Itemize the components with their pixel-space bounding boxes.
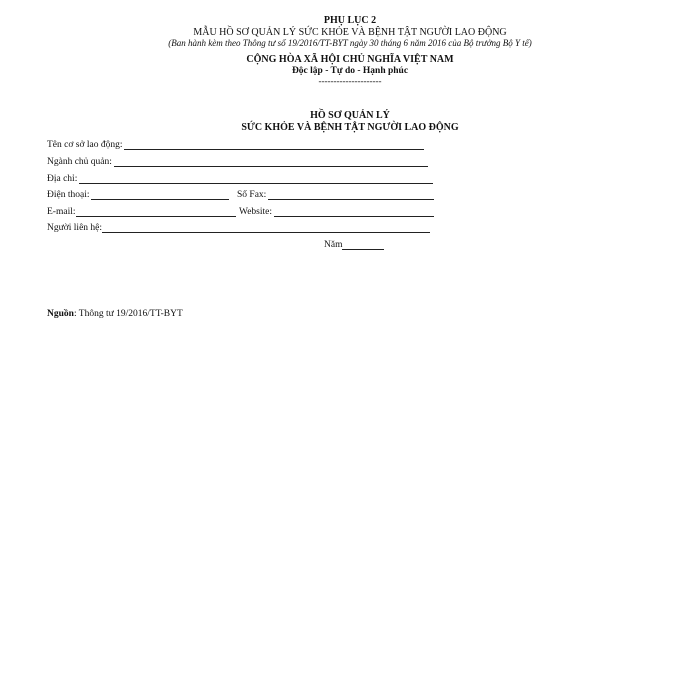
form-title: MẪU HỒ SƠ QUẢN LÝ SỨC KHỎE VÀ BỆNH TẬT NGƯỜI LAO ĐỘNG xyxy=(193,27,507,38)
source-text: : Thông tư 19/2016/TT-BYT xyxy=(73,309,183,319)
website-field xyxy=(239,205,434,217)
year-blank[interactable] xyxy=(342,240,384,250)
workplace-blank[interactable] xyxy=(124,140,424,150)
email-field xyxy=(47,205,236,217)
address-blank[interactable] xyxy=(79,174,433,184)
website-label: Website: xyxy=(239,207,273,217)
contact-label: Người liên hệ: xyxy=(47,223,103,233)
industry-label: Ngành chủ quản: xyxy=(47,157,112,167)
source-line xyxy=(47,309,183,319)
source-label: Nguồn xyxy=(47,309,74,319)
record-title-line-1: HỒ SƠ QUẢN LÝ xyxy=(310,110,390,121)
website-blank[interactable] xyxy=(274,207,434,217)
record-title-line-2: SỨC KHỎE VÀ BỆNH TẬT NGƯỜI LAO ĐỘNG xyxy=(241,122,459,133)
industry-field xyxy=(47,155,428,167)
phone-blank[interactable] xyxy=(91,190,229,200)
motto: Độc lập - Tự do - Hạnh phúc xyxy=(291,66,409,76)
phone-label: Điện thoại: xyxy=(47,190,90,200)
address-field xyxy=(47,172,433,184)
fax-field xyxy=(237,188,434,200)
workplace-field xyxy=(47,138,424,150)
phone-field xyxy=(47,188,229,200)
contact-field xyxy=(47,221,430,233)
motto-rule: --------------------- xyxy=(318,76,382,86)
fax-label: Số Fax: xyxy=(237,190,267,200)
appendix-label: PHỤ LỤC 2 xyxy=(323,15,377,26)
fax-blank[interactable] xyxy=(268,190,434,200)
country-name: CỘNG HÒA XÃ HỘI CHỦ NGHĨA VIỆT NAM xyxy=(246,54,454,65)
contact-blank[interactable] xyxy=(102,223,430,233)
email-blank[interactable] xyxy=(76,207,236,217)
email-label: E-mail: xyxy=(47,207,76,217)
industry-blank[interactable] xyxy=(114,157,428,167)
year-field xyxy=(324,238,384,250)
workplace-label: Tên cơ sở lao động: xyxy=(47,140,123,150)
address-label: Địa chỉ: xyxy=(47,174,78,184)
issued-note: (Ban hành kèm theo Thông tư số 19/2016/TT-BYT ngày 30 tháng 6 năm 2016 của Bộ trưởng Bộ Y tế) xyxy=(168,38,532,48)
year-label: Năm xyxy=(324,240,343,250)
